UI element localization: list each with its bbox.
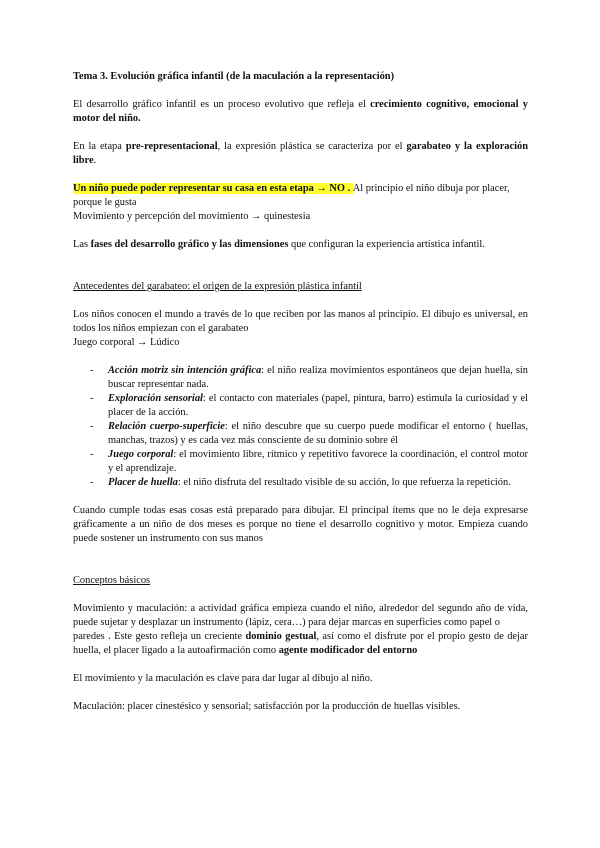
highlighted-text: Un niño puede poder representar su casa en esta etapa → NO . <box>73 183 353 194</box>
paragraph-text: , la expresión plástica se caracteriza por el <box>217 141 407 152</box>
list-item <box>90 392 528 420</box>
bold-text: garabateo y la exploración libre <box>73 141 528 166</box>
paragraph-antecedentes-intro: Los niños conocen el mundo a través de lo que reciben por las manos al principio. El dibujo es universal, en todos los niños empiezan con el garabateo <box>73 309 528 334</box>
page-title: Tema 3. Evolución gráfica infantil (de la maculación a la representación) <box>73 71 395 82</box>
paragraph-maculacion-def: Maculación: placer cinestésico y sensorial; satisfacción por la producción de huellas visibles. <box>73 701 461 712</box>
bullet-term: Exploración sensorial <box>108 393 203 404</box>
bullet-term: Placer de huella <box>108 477 178 488</box>
section-heading-antecedentes: Antecedentes del garabateo: el origen de la expresión plástica infantil <box>73 281 362 292</box>
paragraph-text: . <box>93 155 97 166</box>
bullet-text: : el niño disfruta del resultado visible de su acción, lo que refuerza la repetición. <box>177 477 511 488</box>
list-item <box>90 476 528 490</box>
bold-text: crecimiento cognitivo, emocional y motor del niño. <box>73 99 528 124</box>
bullet-text: : el niño descubre que su cuerpo puede modificar el entorno ( huellas, manchas, trazos) y es cada vez más consciente de su dominio sobre él <box>108 421 528 446</box>
bold-text: agente modificador del entorno <box>278 645 418 656</box>
bullet-term: Acción motriz sin intención gráfica <box>108 365 262 376</box>
paragraph-closing: Cuando cumple todas esas cosas está preparado para dibujar. El principal ítems que no le deja expresarse gráficamente a un niño de dos meses es porque no tiene el desarrollo cognitivo y motor. Empieza cuando puede sostener un instrumento con sus manos <box>73 505 528 544</box>
list-item <box>90 420 528 448</box>
list-item <box>90 364 528 392</box>
bullet-text: : el niño realiza movimientos espontáneos que dejan huella, sin buscar representar nada. <box>108 365 528 390</box>
bullet-dash: - <box>90 421 94 432</box>
paragraph-intro <box>73 98 528 126</box>
paragraph-text: El desarrollo gráfico infantil es un proceso evolutivo que refleja el <box>73 99 371 110</box>
paragraph-juego-corporal: Juego corporal → Lúdico <box>73 337 180 348</box>
list-item <box>90 448 528 476</box>
bullet-term: Relación cuerpo-superficie <box>108 421 225 432</box>
paragraph-text: paredes . Este gesto refleja un creciente <box>73 631 246 642</box>
bold-text: fases del desarrollo gráfico y las dimensiones <box>90 239 289 250</box>
document-page <box>73 70 528 714</box>
bullet-text: : el contacto con materiales (papel, pintura, barro) estimula la curiosidad y el placer de la acción. <box>108 393 528 418</box>
bullet-list <box>73 364 528 490</box>
paragraph-text: En la etapa <box>73 141 126 152</box>
paragraph-text: Las <box>73 239 91 250</box>
paragraph-fases <box>73 238 528 252</box>
paragraph-text: que configuran la experiencia artística infantil. <box>288 239 485 250</box>
paragraph-question <box>73 182 528 210</box>
bullet-dash: - <box>90 365 94 376</box>
bullet-dash: - <box>90 477 94 488</box>
paragraph-text: Al principio el niño dibuja por placer, porque le gusta <box>73 183 510 208</box>
section-heading-conceptos: Conceptos básicos <box>73 575 151 586</box>
paragraph-text: , así como el disfrute por el propio gesto de dejar huella, el placer ligado a la autoafirmación como <box>73 631 528 656</box>
bullet-dash: - <box>90 393 94 404</box>
paragraph-movimiento: El movimiento y la maculación es clave para dar lugar al dibujo al niño. <box>73 673 373 684</box>
bullet-term: Juego corporal <box>108 449 174 460</box>
paragraph-etapa <box>73 140 528 168</box>
bold-text: pre-representacional <box>125 141 218 152</box>
bullet-text: : el movimiento libre, rítmico y repetitivo favorece la coordinación, el control motor y el aprendizaje. <box>108 449 528 474</box>
paragraph-maculacion-b <box>73 630 528 658</box>
bullet-dash: - <box>90 449 94 460</box>
paragraph-quinestesia: Movimiento y percepción del movimiento → quinestesia <box>73 211 311 222</box>
paragraph-maculacion-a: Movimiento y maculación: a actividad gráfica empieza cuando el niño, alrededor del segundo año de vida, puede sujetar y desplazar un instrumento (lápiz, cera…) para dejar marcas en superficies como papel o <box>73 603 528 628</box>
bold-text: dominio gestual <box>245 631 317 642</box>
